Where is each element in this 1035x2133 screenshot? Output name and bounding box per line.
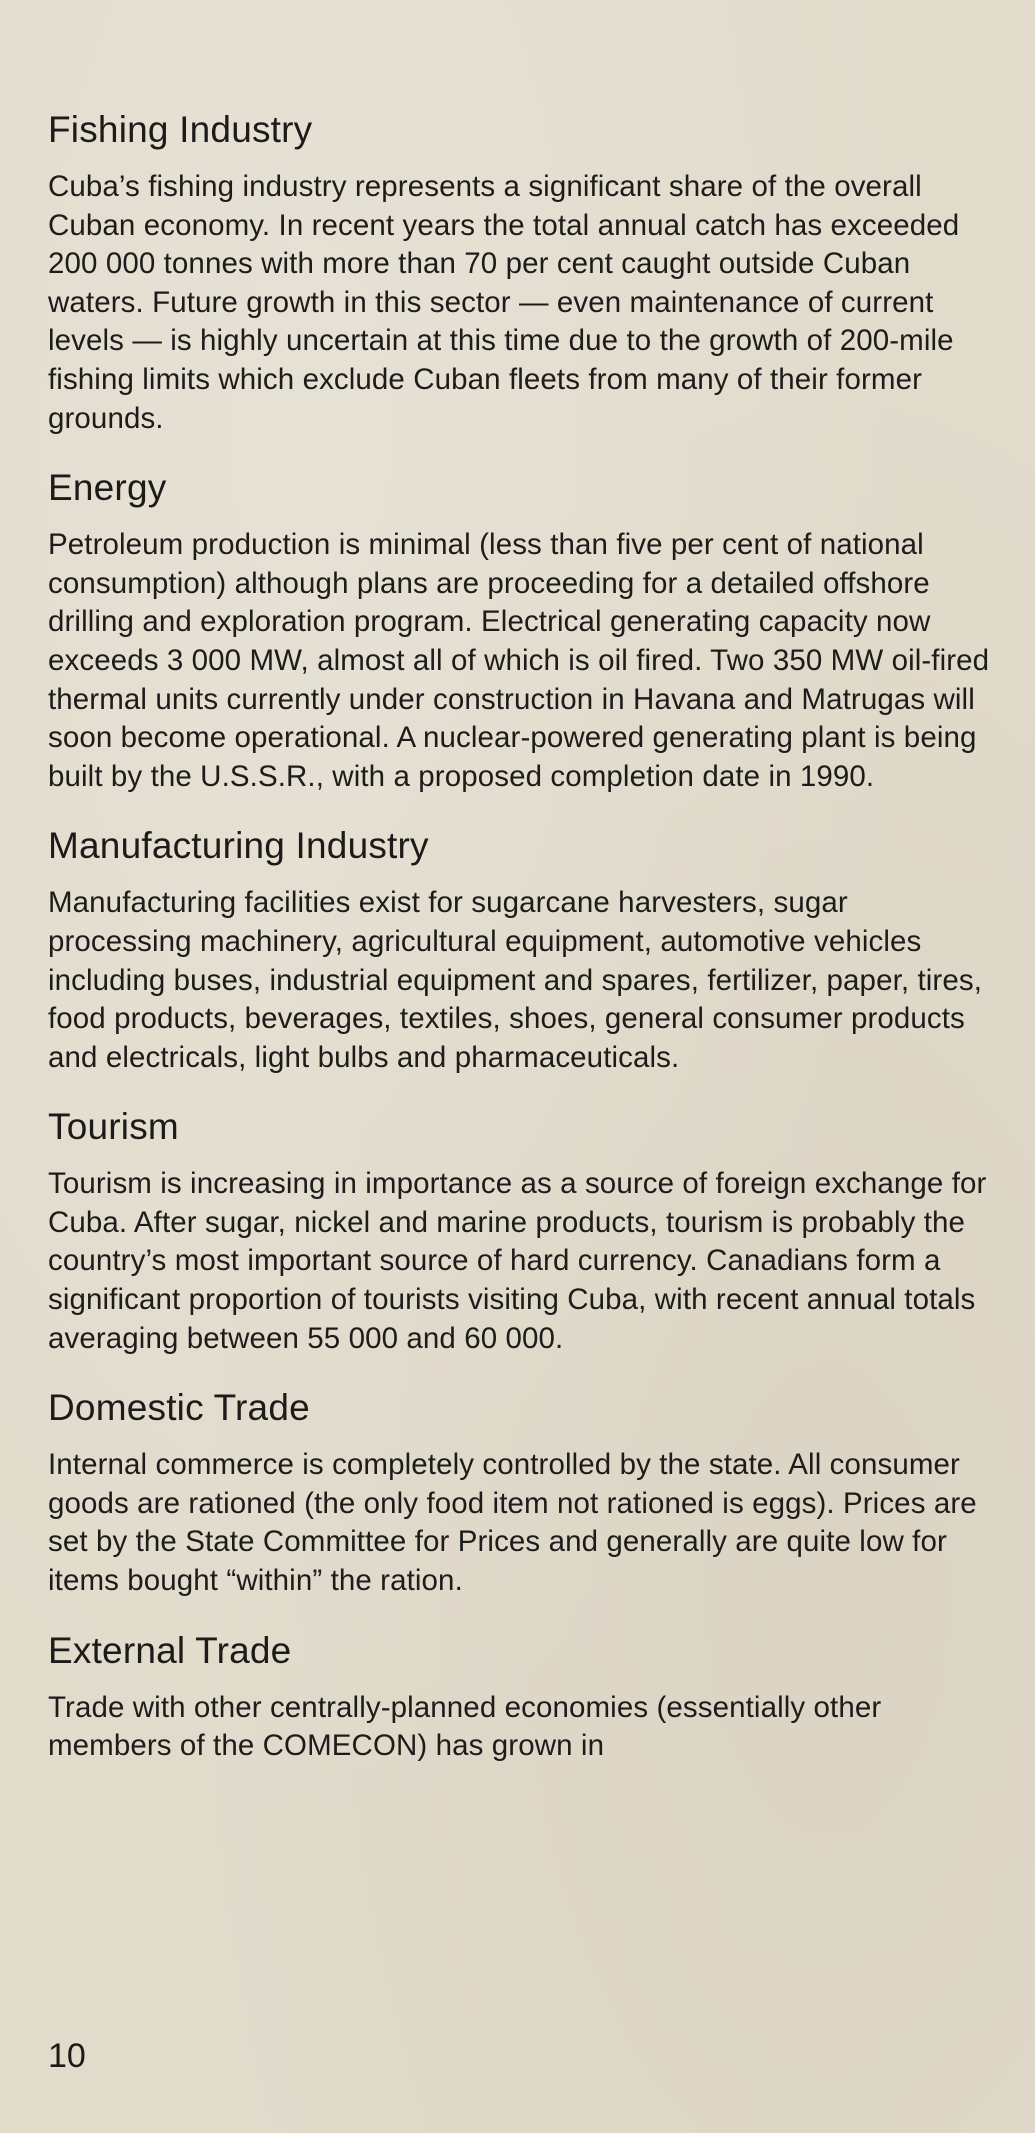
section-body: Internal commerce is completely controlled by the state. All consumer goods are rationed (the only food item not rationed is eggs). Prices are set by the State Committee for Prices and generally are quite low for items bought “within” the ration. <box>48 1448 977 1598</box>
section-fishing-industry <box>48 108 998 438</box>
section-heading: External Trade <box>48 1629 292 1671</box>
section-heading: Fishing Industry <box>48 109 313 150</box>
section-heading: Domestic Trade <box>48 1387 310 1429</box>
section-body: Tourism is increasing in importance as a source of foreign exchange for Cuba. After sugar, nickel and marine products, tourism is probably the country’s most important source of hard currency. Canadians form a significant proportion of tourists visiting Cuba, with recent annual totals averaging between 55 000 and 60 000. <box>48 1167 987 1355</box>
section-body: Manufacturing facilities exist for sugarcane harvesters, sugar processing machinery, agricultural equipment, automotive vehicles including buses, industrial equipment and spares, fertilizer, paper, tires, food products, beverages, textiles, shoes, general consumer products and electricals, light bulbs and pharmaceuticals. <box>48 886 982 1074</box>
section-external-trade <box>48 1629 998 1766</box>
section-heading: Manufacturing Industry <box>48 825 429 867</box>
section-body: Trade with other centrally-planned economies (essentially other members of the COMECON) has grown in <box>48 1690 882 1763</box>
section-domestic-trade <box>48 1386 998 1600</box>
section-body: Petroleum production is minimal (less than five per cent of national consumption) although plans are proceeding for a detailed offshore drilling and exploration program. Electrical generating capacity now exceeds 3 000 MW, almost all of which is oil fired. Two 350 MW oil-fired thermal units currently under construction in Havana and Matrugas will soon become operational. A nuclear-powered generating plant is being built by the U.S.S.R., with a proposed completion date in 1990. <box>48 528 990 793</box>
page-number: 10 <box>48 2037 86 2075</box>
section-heading: Tourism <box>48 1106 179 1148</box>
section-heading: Energy <box>48 467 167 509</box>
section-tourism <box>48 1105 998 1358</box>
section-manufacturing-industry <box>48 824 998 1077</box>
section-energy <box>48 466 998 796</box>
page-content <box>48 108 998 1794</box>
section-body: Cuba’s fishing industry represents a significant share of the overall Cuban economy. In recent years the total annual catch has exceeded 200 000 tonnes with more than 70 per cent caught outside Cuban waters. Future growth in this sector — even maintenance of current levels — is highly uncertain at this time due to the growth of 200-mile fishing limits which exclude Cuban fleets from many of their former grounds. <box>48 170 960 435</box>
